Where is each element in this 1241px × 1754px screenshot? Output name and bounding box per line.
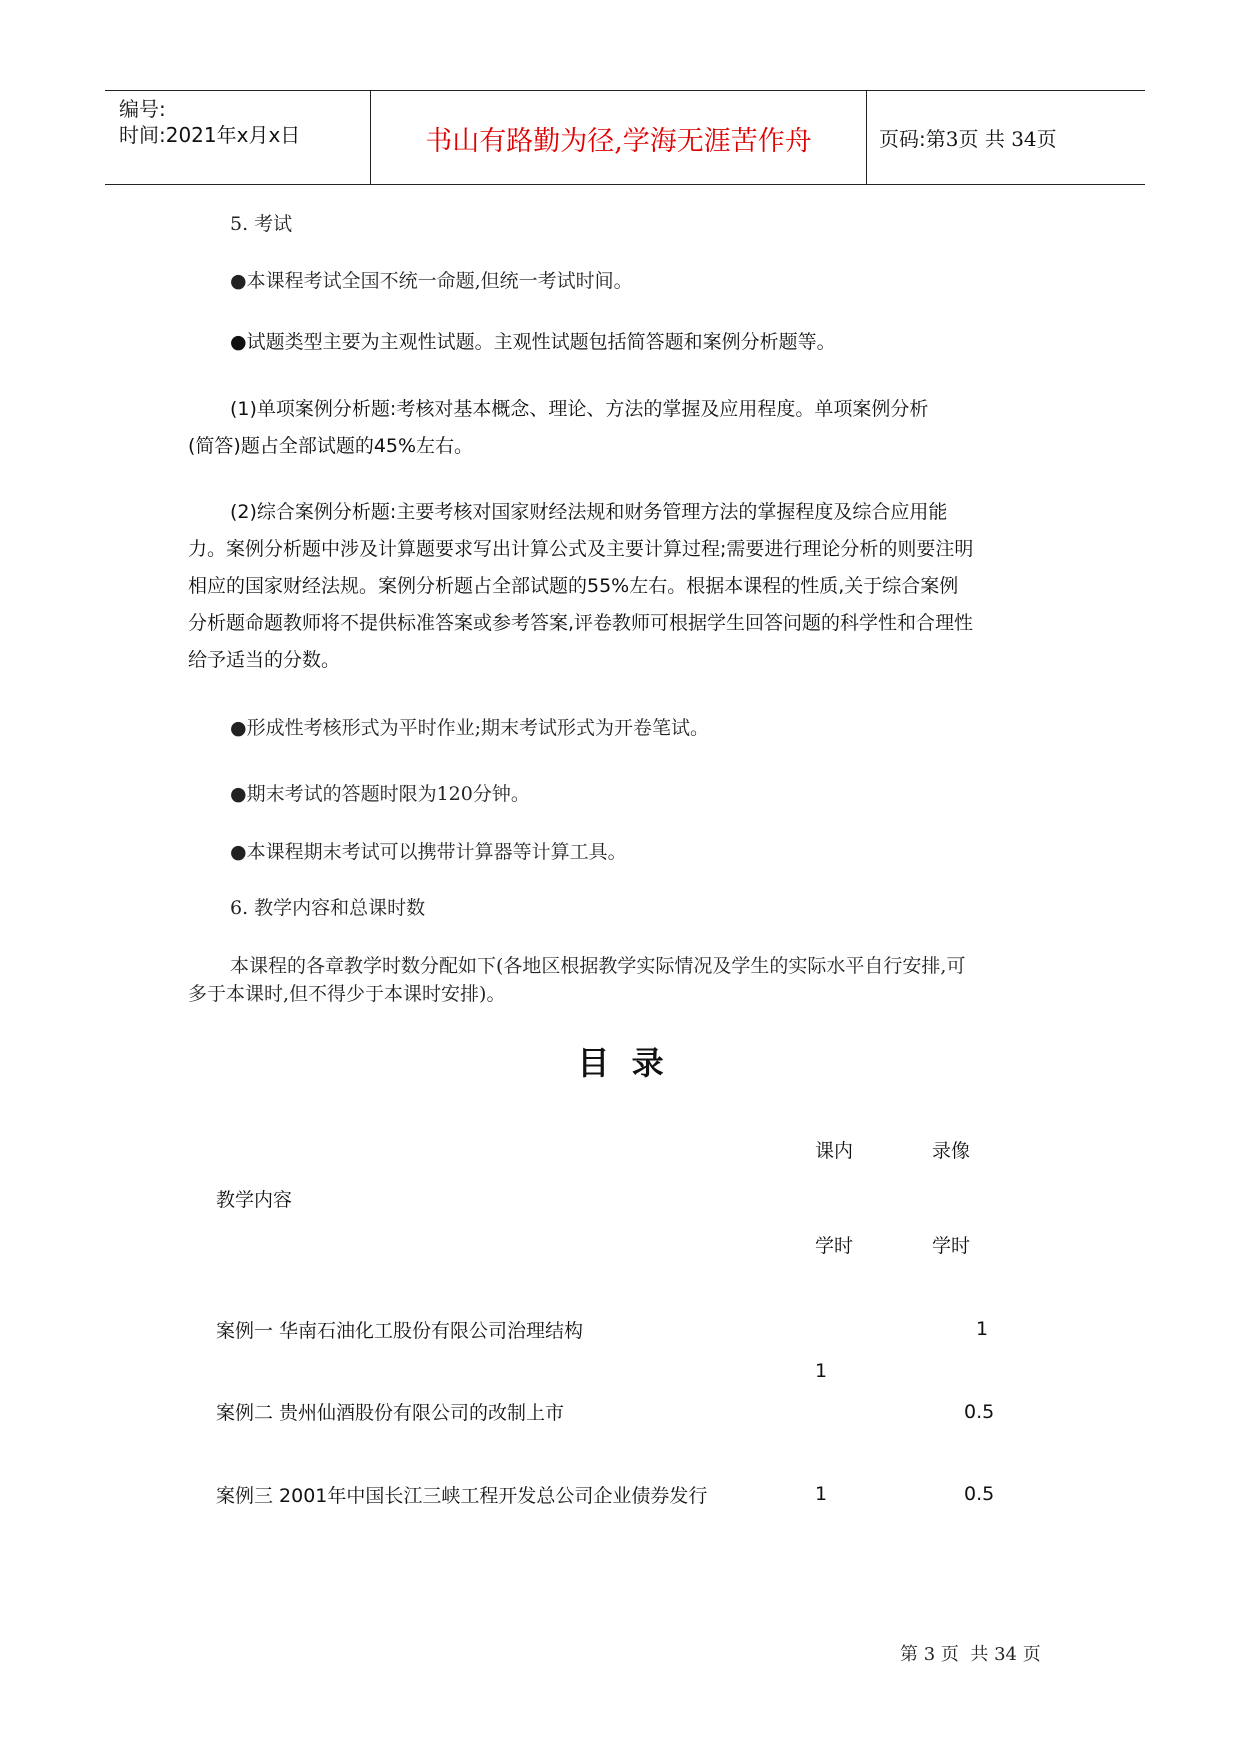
page-header [105,90,1145,185]
section-5-title: 5. 考试 [230,213,293,235]
toc-row-1-name: 案例一 华南石油化工股份有限公司治理结构 [216,1320,584,1342]
toc-row-2-name: 案例二 贵州仙酒股份有限公司的改制上市 [216,1402,565,1424]
footer-prefix: 第 [900,1644,918,1665]
section-6-title: 6. 教学内容和总课时数 [230,897,426,919]
toc-col-in-class-top: 课内 [815,1140,854,1162]
toc-col-video-bottom: 学时 [932,1235,971,1257]
page-info-total: 34 [1011,127,1037,151]
bullet-calculator: ●本课程期末考试可以携带计算器等计算工具。 [230,841,627,863]
document-number-label: 编号: [119,97,166,121]
header-middle-cell [370,91,867,184]
page-info-prefix: 页码:第 [879,127,946,151]
footer-total: 34 [994,1644,1018,1665]
page-info-suffix: 页 [1036,127,1057,151]
footer-current: 3 [923,1644,936,1665]
intro-line-2: 多于本课时,但不得少于本课时安排)。 [188,983,506,1005]
footer-middle: 页 共 [940,1644,989,1665]
item-2-line-3: 相应的国家财经法规。案例分析题占全部试题的55%左右。根据本课程的性质,关于综合案例 [188,575,959,597]
item-1-line-1: (1)单项案例分析题:考核对基本概念、理论、方法的掌握及应用程度。单项案例分析 [230,398,929,420]
page-info-current: 3 [945,127,959,151]
document-time-label: 时间:2021年x月x日 [119,123,301,147]
toc-title: 目 录 [577,1044,664,1082]
bullet-assessment-form: ●形成性考核形式为平时作业;期末考试形式为开卷笔试。 [230,717,709,739]
bullet-exam-duration: ●期末考试的答题时限为120分钟。 [230,783,530,805]
header-right-cell [867,91,1145,184]
toc-col-content: 教学内容 [216,1189,293,1211]
page-info-middle: 页 共 [958,127,1005,151]
intro-line-1: 本课程的各章教学时数分配如下(各地区根据教学实际情况及学生的实际水平自行安排,可 [230,955,966,977]
toc-row-1-in-class: 1 [815,1360,828,1382]
toc-col-in-class-bottom: 学时 [815,1235,854,1257]
header-left-cell [105,91,370,184]
item-1-line-2: (简答)题占全部试题的45%左右。 [188,435,474,457]
header-motto: 书山有路勤为径,学海无涯苦作舟 [425,126,812,157]
header-page-info [879,123,1057,152]
toc-row-2-video: 0.5 [964,1401,995,1423]
toc-row-3-video: 0.5 [964,1483,995,1505]
item-2-line-5: 给予适当的分数。 [188,649,341,671]
footer-suffix: 页 [1022,1644,1041,1665]
bullet-question-types: ●试题类型主要为主观性试题。主观性试题包括简答题和案例分析题等。 [230,331,836,353]
toc-row-3-name: 案例三 2001年中国长江三峡工程开发总公司企业债券发行 [216,1485,708,1507]
item-2-line-2: 力。案例分析题中涉及计算题要求写出计算公式及主要计算过程;需要进行理论分析的则要注明 [188,538,974,560]
bullet-unified-exam: ●本课程考试全国不统一命题,但统一考试时间。 [230,270,633,292]
toc-col-video-top: 录像 [932,1140,971,1162]
page-footer [900,1640,1041,1666]
toc-row-3-in-class: 1 [815,1483,828,1505]
item-2-line-4: 分析题命题教师将不提供标准答案或参考答案,评卷教师可根据学生回答问题的科学性和合理性 [188,612,974,634]
toc-row-1-video: 1 [976,1318,989,1340]
item-2-line-1: (2)综合案例分析题:主要考核对国家财经法规和财务管理方法的掌握程度及综合应用能 [230,501,948,523]
